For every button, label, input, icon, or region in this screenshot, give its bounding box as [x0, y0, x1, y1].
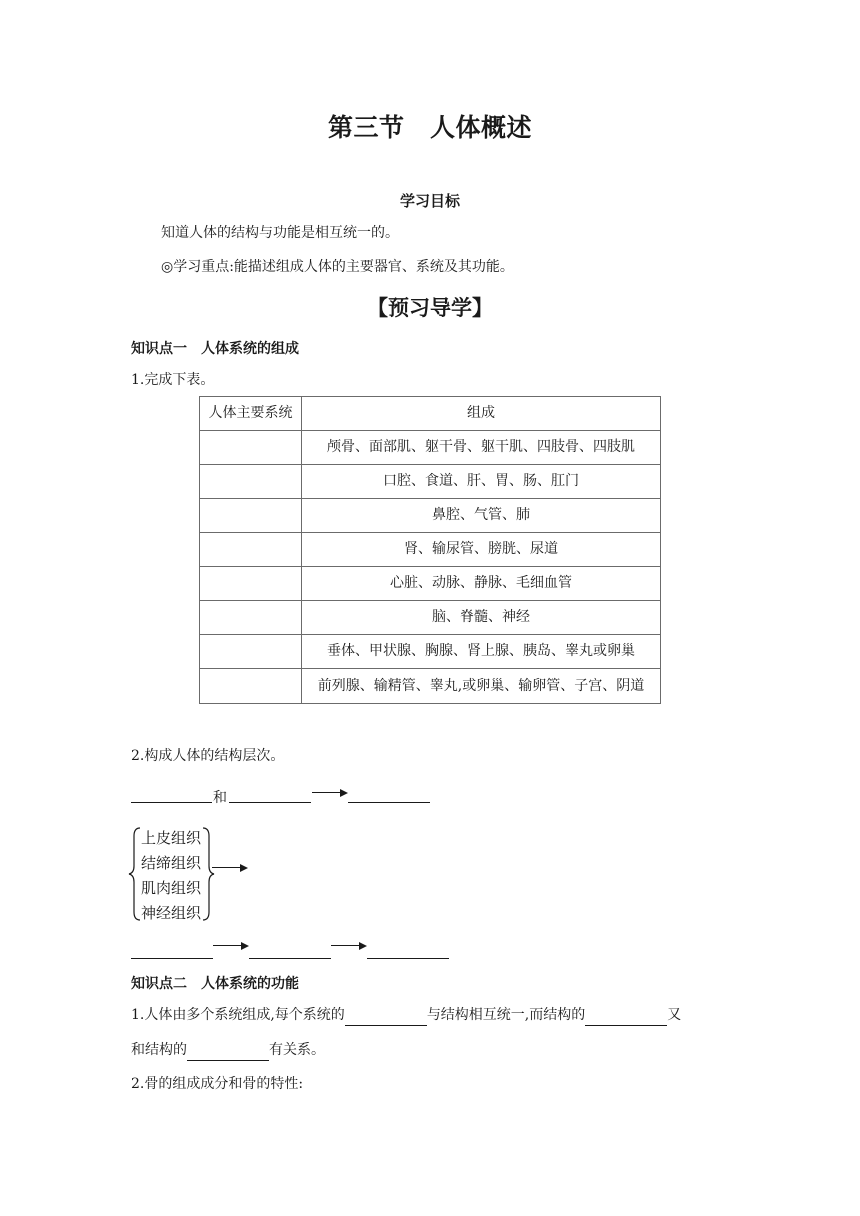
system-cell[interactable] — [200, 465, 302, 499]
system-cell[interactable] — [200, 601, 302, 635]
table-row — [200, 567, 661, 601]
tissue-epithelial: 上皮组织 — [141, 829, 202, 847]
kp1-question-1: 1.完成下表。 — [131, 372, 215, 388]
blank-tissue-type[interactable] — [348, 802, 430, 803]
system-cell[interactable] — [200, 567, 302, 601]
blank-human-body[interactable] — [367, 958, 449, 959]
blank-system[interactable] — [249, 958, 331, 959]
table-row — [200, 601, 661, 635]
knowledge-point-1-heading: 知识点一 人体系统的组成 — [131, 341, 299, 357]
table-header-system: 人体主要系统 — [200, 397, 302, 431]
kp1-question-2: 2.构成人体的结构层次。 — [131, 748, 285, 764]
composition-cell: 鼻腔、气管、肺 — [302, 499, 661, 533]
arrow-right-icon — [212, 863, 248, 873]
composition-cell: 口腔、食道、肝、胃、肠、肛门 — [302, 465, 661, 499]
kp2-question-1-line-1 — [131, 1005, 681, 1026]
and-text: 和 — [213, 790, 227, 806]
kp2-q1-text-e: 有关系。 — [269, 1042, 325, 1058]
table-header-row — [200, 397, 661, 431]
system-cell[interactable] — [200, 499, 302, 533]
table-row — [200, 669, 661, 704]
page-title: 第三节 人体概述 — [327, 113, 532, 142]
system-cell[interactable] — [200, 533, 302, 567]
left-brace-icon — [128, 826, 142, 922]
blank-organ[interactable] — [131, 958, 213, 959]
system-cell[interactable] — [200, 669, 302, 704]
table-row — [200, 635, 661, 669]
kp2-question-2: 2.骨的组成成分和骨的特性: — [131, 1076, 304, 1092]
kp2-q1-text-c: 又 — [667, 1007, 682, 1023]
objective-line-1: 知道人体的结构与功能是相互统一的。 — [161, 225, 399, 241]
tissue-muscle: 肌肉组织 — [141, 879, 202, 897]
knowledge-point-2-heading: 知识点二 人体系统的功能 — [131, 976, 299, 992]
tissue-connective: 结缔组织 — [141, 854, 202, 872]
composition-cell: 前列腺、输精管、睾丸,或卵巢、输卵管、子宫、阴道 — [302, 669, 661, 704]
arrow-right-icon — [312, 788, 348, 798]
blank-tissue[interactable] — [229, 802, 311, 803]
composition-cell: 颅骨、面部肌、躯干骨、躯干肌、四肢骨、四肢肌 — [302, 431, 661, 465]
kp2-question-1-line-2 — [131, 1040, 325, 1061]
table-header-composition: 组成 — [302, 397, 661, 431]
composition-cell: 垂体、甲状腺、胸腺、肾上腺、胰岛、睾丸或卵巢 — [302, 635, 661, 669]
kp2-q1-text-d: 和结构的 — [131, 1042, 187, 1058]
kp2-q1-text-a: 1.人体由多个系统组成,每个系统的 — [131, 1007, 345, 1023]
right-brace-icon — [201, 826, 215, 922]
arrow-right-icon — [213, 941, 249, 951]
table-row — [200, 431, 661, 465]
table-row — [200, 465, 661, 499]
blank-structure-relation[interactable] — [187, 1040, 269, 1061]
table-row — [200, 533, 661, 567]
blank-structure-feature[interactable] — [585, 1005, 667, 1026]
table-row — [200, 499, 661, 533]
objective-line-2: ◎学习重点:能描述组成人体的主要器官、系统及其功能。 — [161, 259, 514, 275]
composition-cell: 肾、输尿管、膀胱、尿道 — [302, 533, 661, 567]
arrow-right-icon — [331, 941, 367, 951]
kp2-q1-text-b: 与结构相互统一,而结构的 — [426, 1007, 586, 1023]
preview-heading: 【预习导学】 — [367, 296, 493, 320]
blank-cell[interactable] — [131, 802, 212, 803]
composition-cell: 脑、脊髓、神经 — [302, 601, 661, 635]
system-table — [199, 396, 661, 704]
objectives-heading: 学习目标 — [399, 192, 460, 210]
blank-function[interactable] — [345, 1005, 427, 1026]
tissue-list — [141, 826, 201, 926]
system-cell[interactable] — [200, 635, 302, 669]
system-cell[interactable] — [200, 431, 302, 465]
composition-cell: 心脏、动脉、静脉、毛细血管 — [302, 567, 661, 601]
tissue-nerve: 神经组织 — [141, 904, 202, 922]
